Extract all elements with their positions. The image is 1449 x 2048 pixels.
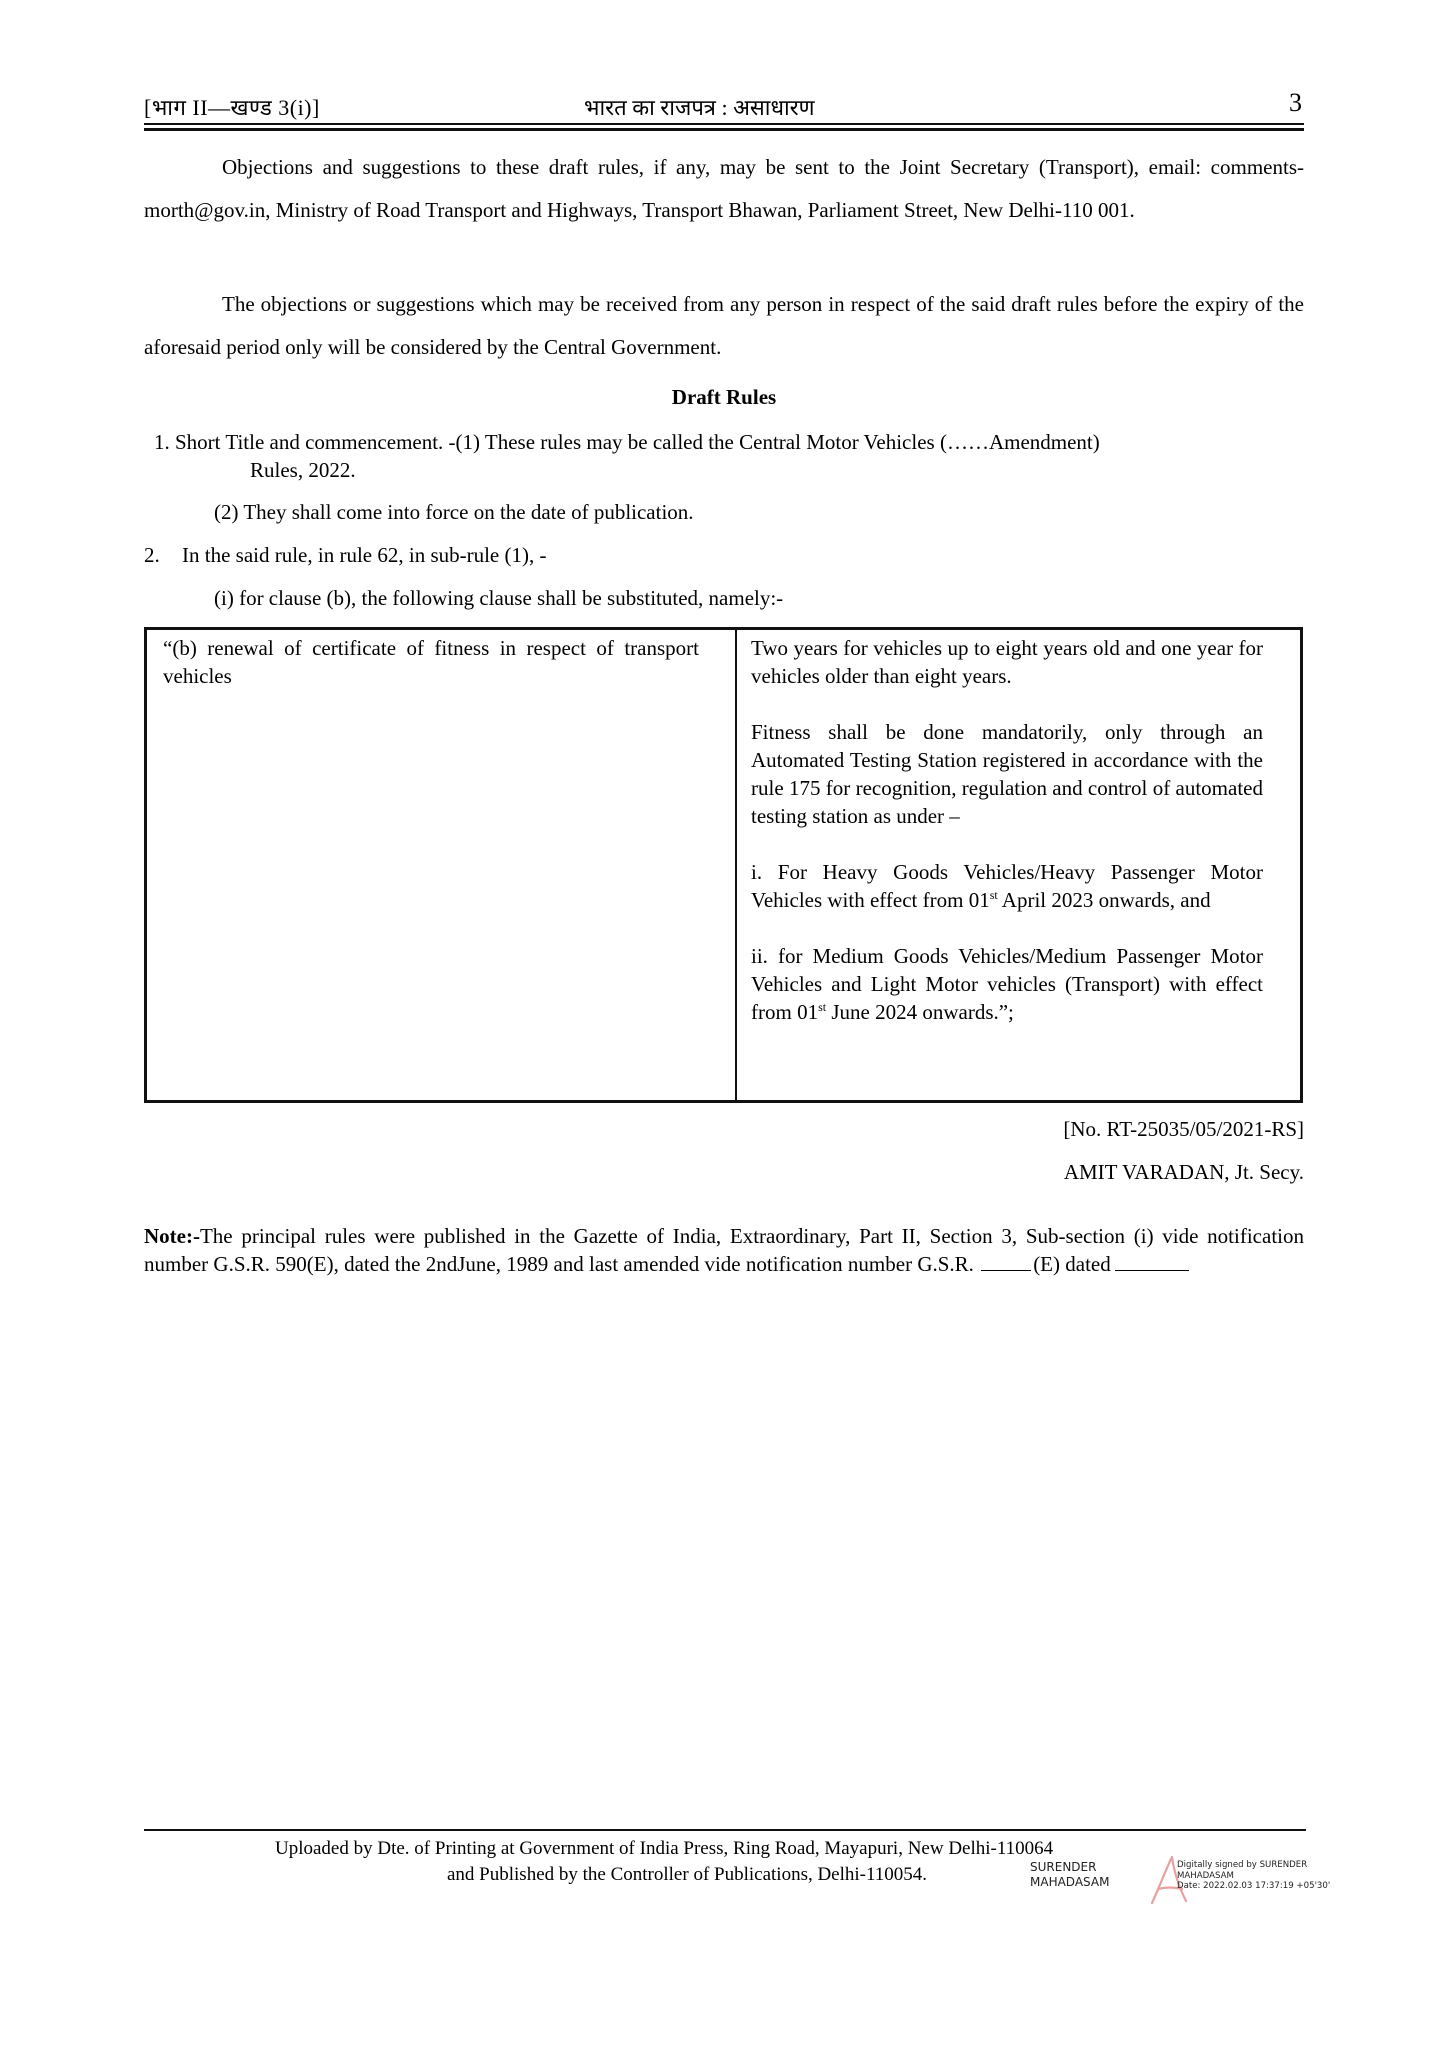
provision-validity: Two years for vehicles up to eight years old and one year for vehicles older than eight years. bbox=[751, 636, 1263, 688]
note-text: The principal rules were published in the Gazette of India, Extraordinary, Part II, Section 3, Sub-section (i) vide notification number G.S.R. 590(E), dated the 2ndJune, 1989 and last amended vide notification number G.S.R. bbox=[144, 1224, 1304, 1276]
provision-heavy-vehicles bbox=[751, 858, 1263, 914]
note-text-dated: (E) dated bbox=[1033, 1252, 1111, 1276]
signatory: AMIT VARADAN, Jt. Secy. bbox=[1063, 1160, 1304, 1184]
ordinal-suffix: st bbox=[989, 888, 998, 902]
signed-by-name: MAHADASAM bbox=[1177, 1870, 1234, 1881]
rule-1 bbox=[154, 428, 1304, 484]
rule-1-continuation: Rules, 2022. bbox=[250, 458, 356, 482]
rule-1-sub-2: (2) They shall come into force on the date of publication. bbox=[214, 500, 694, 524]
medium-vehicles-text: ii. for Medium Goods Vehicles/Medium Passenger Motor Vehicles and Light Motor vehicles (Transport) with effect from 01 bbox=[751, 944, 1263, 1024]
blank-gsr-number bbox=[981, 1252, 1031, 1271]
table-cell-provision bbox=[751, 634, 1263, 1054]
draft-rules-heading: Draft Rules bbox=[671, 385, 777, 409]
gazette-part-label: [भाग II—खण्ड 3(i)] bbox=[144, 95, 320, 120]
page-number: 3 bbox=[1289, 88, 1302, 117]
header-rule-thick bbox=[144, 128, 1304, 131]
objections-paragraph bbox=[144, 146, 1304, 232]
footer-uploaded-by: Uploaded by Dte. of Printing at Government of India Press, Ring Road, Mayapuri, New Delhi-110064 bbox=[275, 1838, 1054, 1859]
note-paragraph bbox=[144, 1222, 1304, 1278]
rule-2-number: 2. bbox=[144, 543, 160, 567]
footer-published-by: and Published by the Controller of Publications, Delhi-110054. bbox=[447, 1864, 928, 1885]
digital-signer-name bbox=[1030, 1860, 1109, 1890]
ordinal-suffix: st bbox=[818, 1000, 827, 1014]
footer-rule bbox=[144, 1829, 1306, 1831]
provision-medium-light-vehicles bbox=[751, 942, 1263, 1026]
signer-last-name: MAHADASAM bbox=[1030, 1875, 1110, 1889]
page-header bbox=[144, 88, 1304, 128]
consideration-text: The objections or suggestions which may be received from any person in respect of the said draft rules before the expiry of the aforesaid period only will be considered by the Central Government. bbox=[144, 292, 1304, 359]
consideration-paragraph bbox=[144, 283, 1304, 369]
signer-first-name: SURENDER bbox=[1030, 1860, 1097, 1874]
amendment-table bbox=[144, 627, 1303, 1103]
rule-1-text: 1. Short Title and commencement. -(1) These rules may be called the Central Motor Vehicles (……Amendment) bbox=[154, 430, 1100, 454]
header-rule-thin bbox=[144, 123, 1304, 125]
signed-by-line: Digitally signed by SURENDER bbox=[1177, 1860, 1308, 1870]
rule-2-clause-i: (i) for clause (b), the following clause shall be substituted, namely:- bbox=[214, 586, 784, 610]
objections-text: Objections and suggestions to these draft rules, if any, may be sent to the Joint Secretary (Transport), email: comments-morth@gov.in, Ministry of Road Transport and Highways, Transport Bhawan, Parliament Street, New Delhi-110 001. bbox=[144, 155, 1304, 222]
blank-date bbox=[1115, 1252, 1189, 1271]
rule-2-text: In the said rule, in rule 62, in sub-rule (1), - bbox=[182, 543, 547, 567]
signature-date: Date: 2022.02.03 17:37:19 +05'30' bbox=[1177, 1881, 1331, 1891]
gazette-title: भारत का राजपत्र : असाधारण bbox=[584, 95, 815, 120]
heavy-vehicles-text: i. For Heavy Goods Vehicles/Heavy Passenger Motor Vehicles with effect from 01 bbox=[751, 860, 1263, 912]
table-column-divider bbox=[735, 630, 737, 1100]
provision-ats-requirement: Fitness shall be done mandatorily, only through an Automated Testing Station registered in accordance with the rule 175 for recognition, regulation and control of automated testing station as under – bbox=[751, 720, 1263, 828]
medium-vehicles-date: June 2024 onwards.”; bbox=[826, 1000, 1014, 1024]
note-label: Note:- bbox=[144, 1224, 200, 1248]
digital-signature-text bbox=[1177, 1860, 1330, 1892]
reference-number: [No. RT-25035/05/2021-RS] bbox=[1063, 1117, 1304, 1141]
heavy-vehicles-date: April 2023 onwards, and bbox=[997, 888, 1211, 912]
table-cell-clause: “(b) renewal of certificate of fitness in respect of transport vehicles bbox=[163, 636, 699, 688]
rule-2 bbox=[144, 543, 547, 568]
